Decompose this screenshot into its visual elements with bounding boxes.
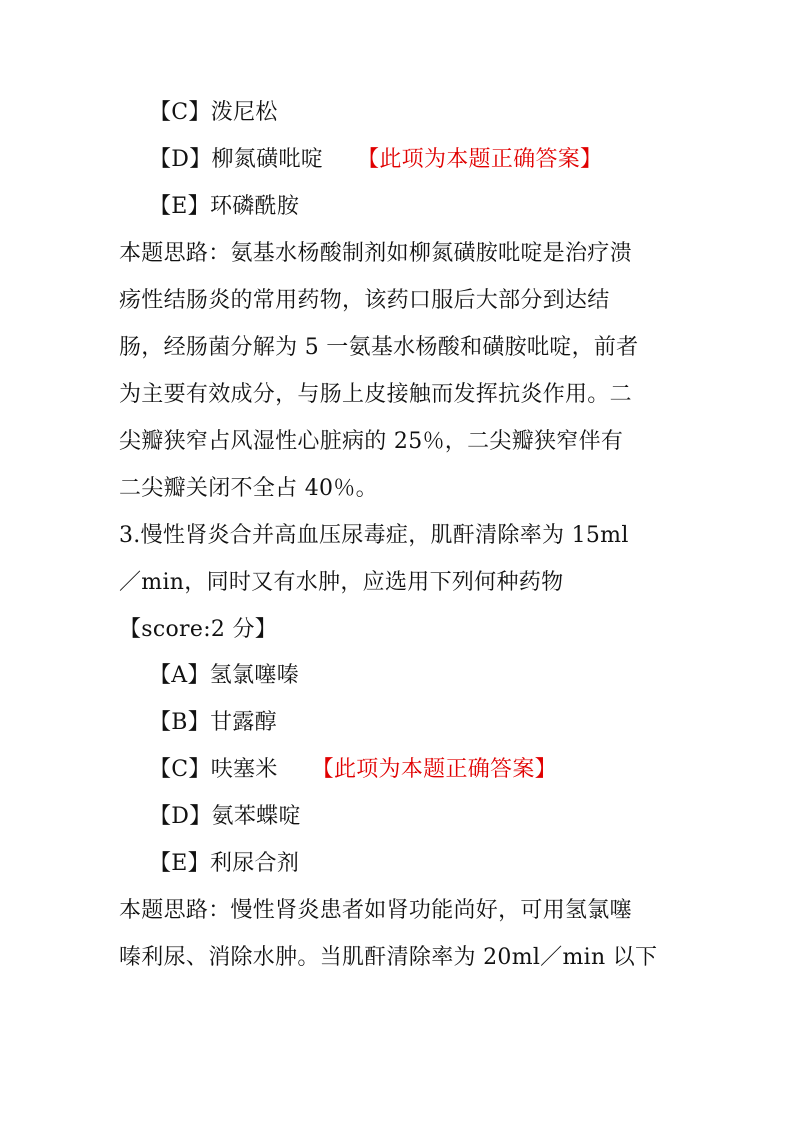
q2-explanation-line: 为主要有效成分，与肠上皮接触而发挥抗炎作用。二 [119, 382, 632, 407]
option-label: 【E】利尿合剂 [149, 851, 300, 876]
q2-explanation-line: 二尖瓣关闭不全占 40％。 [119, 476, 378, 501]
q3-question-line: ／min，同时又有水肿，应选用下列何种药物 [119, 570, 564, 595]
option-label: 【D】氨苯蝶啶 [149, 804, 301, 829]
correct-answer-marker: 【此项为本题正确答案】 [357, 147, 603, 172]
option-label: 【C】呋塞米 [149, 757, 278, 782]
q3-explanation-line: 本题思路：慢性肾炎患者如肾功能尚好，可用氢氯噻 [119, 898, 632, 923]
q2-explanation-line: 尖瓣狭窄占风湿性心脏病的 25％，二尖瓣狭窄伴有 [119, 429, 624, 454]
q2-option-d [149, 146, 602, 174]
q3-explanation-line: 嗪利尿、消除水肿。当肌酐清除率为 20ml／min 以下 [119, 945, 658, 970]
q2-explanation-line: 肠，经肠菌分解为 5 一氨基水杨酸和磺胺吡啶，前者 [119, 335, 639, 360]
option-label: 【B】甘露醇 [149, 710, 277, 735]
q3-option-a [149, 662, 299, 690]
q2-option-c [149, 99, 278, 127]
option-label: 【D】柳氮磺吡啶 [149, 147, 324, 172]
q3-score: 【score:2 分】 [119, 617, 278, 642]
option-label: 【E】环磷酰胺 [149, 194, 300, 219]
q3-option-d [149, 803, 301, 831]
q3-question-line: 3.慢性肾炎合并高血压尿毒症，肌酐清除率为 15ml [119, 523, 629, 548]
q3-option-c [149, 756, 557, 784]
option-label: 【C】泼尼松 [149, 100, 278, 125]
q2-option-e [149, 193, 299, 221]
correct-answer-marker: 【此项为本题正确答案】 [311, 757, 557, 782]
option-label: 【A】氢氯噻嗪 [149, 663, 299, 688]
q2-explanation-line: 本题思路：氨基水杨酸制剂如柳氮磺胺吡啶是治疗溃 [119, 241, 632, 266]
q2-explanation-line: 疡性结肠炎的常用药物，该药口服后大部分到达结 [119, 288, 610, 313]
q3-option-e [149, 850, 299, 878]
q3-option-b [149, 709, 277, 737]
